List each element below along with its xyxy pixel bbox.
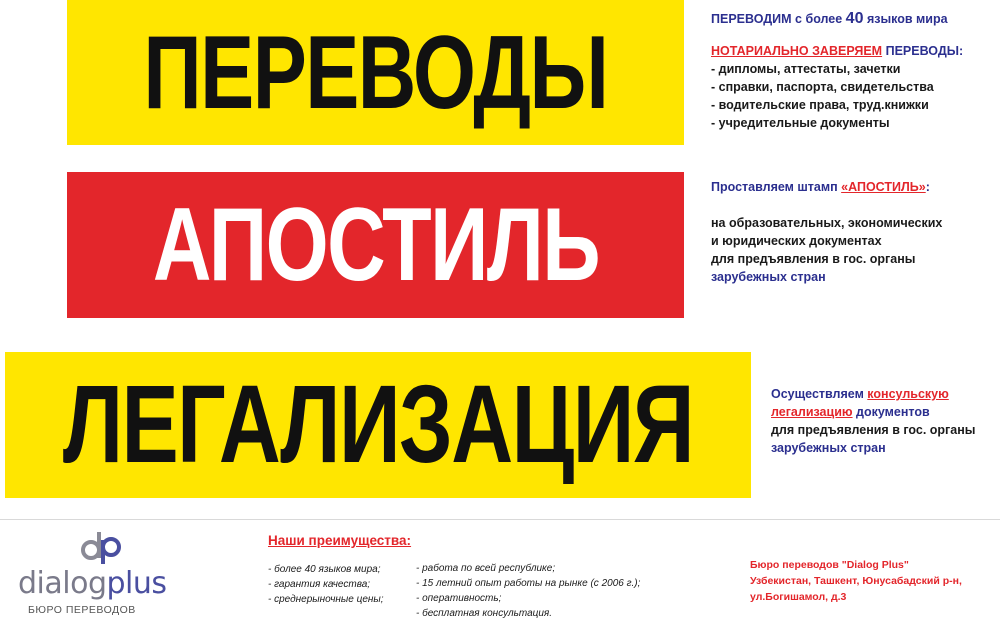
company-logo: [18, 530, 167, 622]
banner-translations-text: ПЕРЕВОДЫ: [143, 14, 608, 131]
contact-line: Бюро переводов "Dialog Plus": [750, 559, 909, 571]
headline-prefix: ПЕРЕВОДИМ с более: [711, 12, 846, 26]
advantage-item: - гарантия качества;: [268, 579, 371, 590]
banner-apostille: [67, 172, 684, 318]
legalization-line4: зарубежных стран: [771, 441, 886, 455]
logo-wordmark: [18, 566, 167, 601]
banner-legalization-text: ЛЕГАЛИЗАЦИЯ: [62, 363, 694, 486]
advantage-item: - среднерыночные цены;: [268, 594, 384, 605]
headline-number: 40: [845, 10, 864, 27]
advantages-column-1: [268, 562, 384, 607]
notary-item: - учредительные документы: [711, 116, 890, 130]
banner-legalization: [5, 352, 751, 498]
apostille-line: и юридических документах: [711, 234, 882, 248]
legalization-prefix: Осуществляем: [771, 387, 868, 401]
advantage-item: - работа по всей республике;: [416, 563, 556, 574]
contact-info: [750, 557, 962, 605]
contact-line: ул.Богишамол, д.3: [750, 591, 847, 603]
advantage-item: - оперативность;: [416, 593, 502, 604]
banner-apostille-text: АПОСТИЛЬ: [152, 187, 599, 303]
advantage-item: - 15 летний опыт работы на рынке (с 2006 г.);: [416, 578, 641, 589]
advantages-column-2: [416, 561, 640, 621]
apostille-heading-highlight: «АПОСТИЛЬ»: [841, 180, 926, 194]
translations-info: [711, 10, 963, 132]
contact-line: Узбекистан, Ташкент, Юнусабадский р-н,: [750, 575, 962, 587]
notary-item: - справки, паспорта, свидетельства: [711, 80, 934, 94]
apostille-heading-prefix: Проставляем штамп: [711, 180, 842, 194]
legalization-line2: [771, 403, 975, 421]
translations-headline: [711, 10, 963, 28]
notary-heading: [711, 42, 963, 60]
footer-divider: [0, 519, 1000, 520]
notary-part2: ПЕРЕВОДЫ: [885, 44, 959, 58]
apostille-line: на образовательных, экономических: [711, 216, 943, 230]
notary-item: - дипломы, аттестаты, зачетки: [711, 62, 901, 76]
legalization-highlight-2: легализацию: [771, 405, 853, 419]
notary-item: - водительские права, труд.книжки: [711, 98, 929, 112]
dp-monogram-icon: [80, 530, 124, 564]
logo-subtitle: БЮРО ПЕРЕВОДОВ: [28, 604, 136, 616]
legalization-info: [771, 385, 975, 457]
advantage-item: - более 40 языков мира;: [268, 564, 381, 575]
banner-translations: [67, 0, 684, 145]
logo-word-main: dialog: [18, 566, 107, 601]
advantage-item: - бесплатная консультация.: [416, 608, 553, 619]
notary-part1: НОТАРИАЛЬНО ЗАВЕРЯЕМ: [711, 44, 883, 58]
apostille-info: [711, 178, 942, 286]
headline-suffix: языков мира: [863, 12, 948, 26]
legalization-highlight-1: консульскую: [867, 387, 949, 401]
apostille-line: зарубежных стран: [711, 270, 826, 284]
legalization-line1: [771, 385, 975, 403]
legalization-suffix: документов: [852, 405, 930, 419]
notary-colon: :: [959, 44, 964, 58]
legalization-line3: для предъявления в гос. органы: [771, 423, 976, 437]
logo-word-plus: plus: [106, 566, 167, 601]
apostille-heading: [711, 178, 942, 196]
apostille-line: для предъявления в гос. органы: [711, 252, 916, 266]
apostille-heading-colon: :: [925, 180, 930, 194]
advantages-title: Наши преимущества:: [268, 533, 412, 548]
